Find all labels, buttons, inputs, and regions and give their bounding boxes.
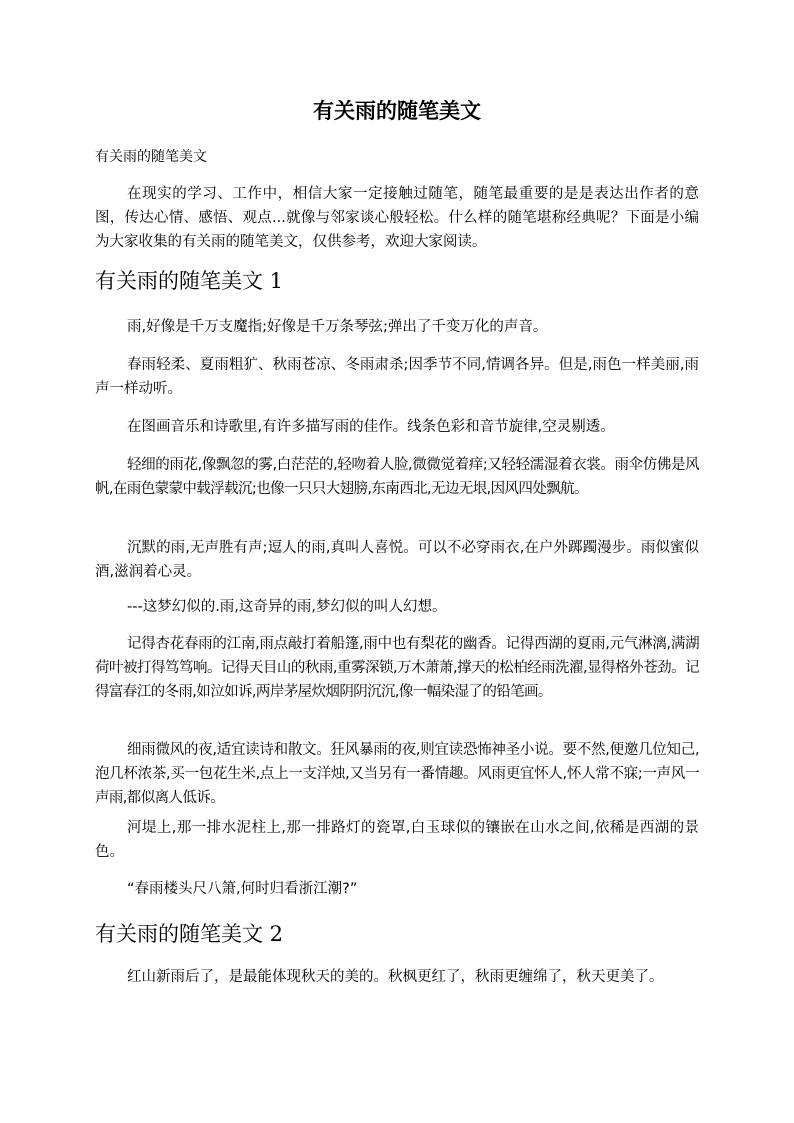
intro-paragraph: 在现实的学习、工作中，相信大家一定接触过随笔，随笔最重要的是是表达出作者的意图，传达心情、感悟、观点...就像与邻家谈心般轻松。什么样的随笔堪称经典呢？下面是小编为大家收集的有关雨的随笔美文，仅供参考，欢迎大家阅读。: [95, 186, 699, 250]
section-1-paragraph-9: 河堤上,那一排水泥柱上,那一排路灯的瓷罩,白玉球似的镶嵌在山水之间,依稀是西湖的景色。: [95, 820, 699, 860]
section-heading-1: 有关雨的随笔美文 1: [95, 269, 284, 293]
section-1-paragraph-8: 细雨微风的夜,适宜读诗和散文。狂风暴雨的夜,则宜读恐怖神圣小说。要不然,便邀几位知己,泡几杯浓茶,买一包花生米,点上一支洋烛,又当另有一番情趣。风雨更宜怀人,怀人常不寐;一声风一声雨,都似离人低诉。: [95, 742, 699, 806]
section-1-paragraph-10: “春雨楼头尺八箫,何时归看浙江潮?”: [127, 881, 358, 897]
section-heading-2: 有关雨的随笔美文 2: [95, 922, 284, 946]
section-1-paragraph-5: 沉默的雨,无声胜有声;逗人的雨,真叫人喜悦。可以不必穿雨衣,在户外踯躅漫步。雨似蜜似酒,滋润着心灵。: [95, 540, 699, 580]
section-1-paragraph-7: 记得杏花春雨的江南,雨点敲打着船篷,雨中也有梨花的幽香。记得西湖的夏雨,元气淋漓,满湖荷叶被打得笃笃响。记得天目山的秋雨,重雾深锁,万木萧萧,撑天的松柏经雨洗濯,显得格外苍劲。记得富春江的冬雨,如泣如诉,两岸茅屋炊烟阴阴沉沉,像一幅染湿了的铅笔画。: [95, 636, 699, 700]
document-title: 有关雨的随笔美文: [313, 98, 481, 123]
section-1-paragraph-1: 雨,好像是千万支魔指;好像是千万条琴弦;弹出了千变万化的声音。: [127, 319, 548, 335]
document-subtitle: 有关雨的随笔美文: [95, 149, 207, 165]
section-1-paragraph-2: 春雨轻柔、夏雨粗犷、秋雨苍凉、冬雨肃杀;因季节不同,情调各异。但是,雨色一样美丽,雨声一样动听。: [95, 357, 699, 397]
section-1-paragraph-6: ---这梦幻似的.雨,这奇异的雨,梦幻似的叫人幻想。: [127, 599, 447, 615]
section-2-paragraph-1: 红山新雨后了，是最能体现秋天的美的。秋枫更红了，秋雨更缠绵了，秋天更美了。: [127, 969, 664, 985]
section-1-paragraph-3: 在图画音乐和诗歌里,有许多描写雨的佳作。线条色彩和音节旋律,空灵剔透。: [127, 419, 615, 435]
section-1-paragraph-4: 轻细的雨花,像飘忽的雾,白茫茫的,轻吻着人脸,微微觉着痒;又轻轻濡湿着衣裳。雨伞仿佛是风帆,在雨色蒙蒙中载浮载沉;也像一只只大翅膀,东南西北,无边无垠,因风四处飘航。: [95, 457, 699, 497]
